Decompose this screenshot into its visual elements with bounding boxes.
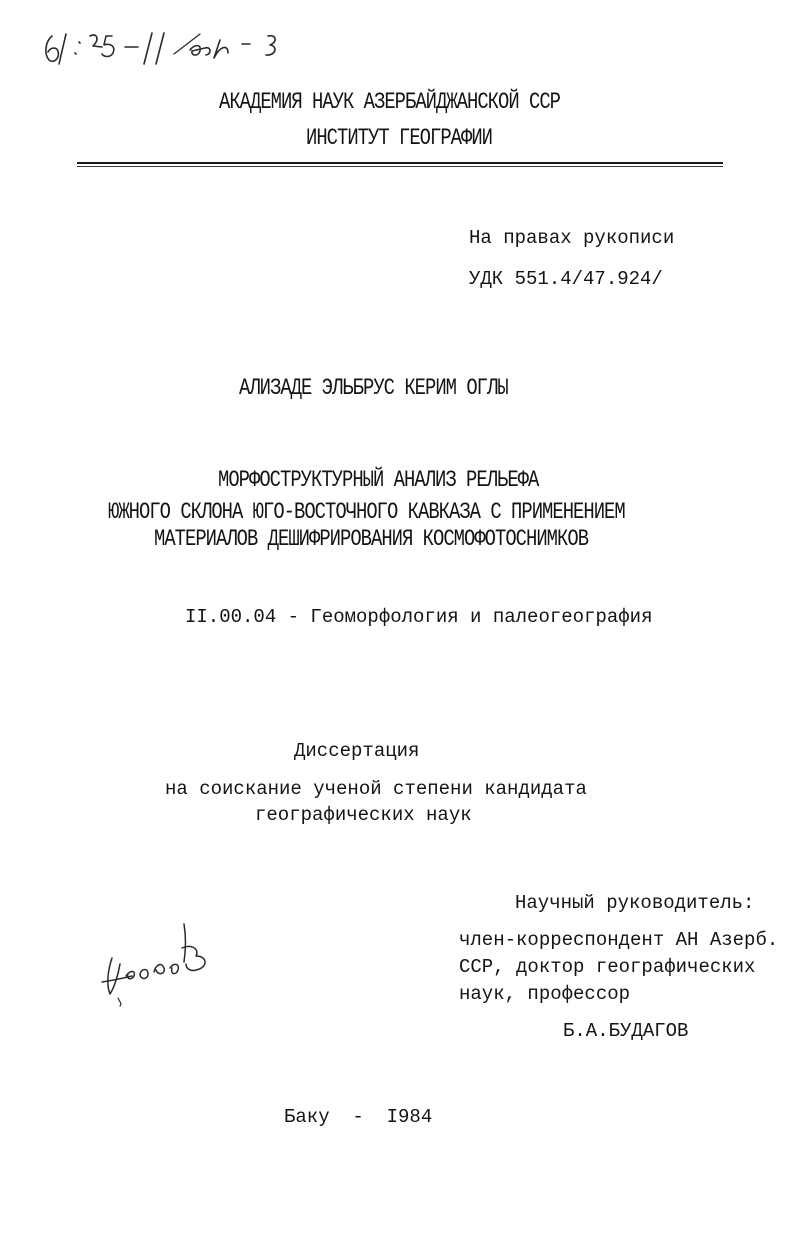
- archive-mark-text: 61:85-11/38-3: [40, 20, 48, 21]
- supervisor-label: Научный руководитель:: [515, 892, 755, 914]
- dissertation-degree-line: на соискание ученой степени кандидата: [165, 778, 587, 800]
- specialty-code: II.00.04 - Геоморфология и палеогеография: [185, 606, 653, 628]
- academy-name: АКАДЕМИЯ НАУК АЗЕРБАЙДЖАНСКОЙ ССР: [219, 89, 561, 115]
- manuscript-rights: На правах рукописи: [469, 227, 675, 249]
- supervisor-title-line-2: ССР, доктор географических: [459, 956, 756, 978]
- dissertation-label: Диссертация: [294, 740, 420, 762]
- supervisor-name: Б.А.БУДАГОВ: [563, 1020, 689, 1042]
- institute-name: ИНСТИТУТ ГЕОГРАФИИ: [306, 125, 493, 151]
- title-line-2: ЮЖНОГО СКЛОНА ЮГО-ВОСТОЧНОГО КАВКАЗА С ПРИМЕНЕНИЕМ: [108, 499, 625, 525]
- signature-text: Алиев: [96, 918, 100, 919]
- header-rule-thin: [77, 166, 723, 167]
- handwritten-archive-mark: [40, 20, 320, 70]
- supervisor-title-line-1: член-корреспондент АН Азерб.: [459, 929, 779, 951]
- title-line-3: МАТЕРИАЛОВ ДЕШИФРИРОВАНИЯ КОСМОФОТОСНИМКОВ: [154, 526, 589, 552]
- udc-code: УДК 551.4/47.924/: [469, 268, 663, 290]
- author-name: АЛИЗАДЕ ЭЛЬБРУС КЕРИМ ОГЛЫ: [239, 375, 508, 401]
- handwritten-signature: [96, 918, 226, 1008]
- place-and-year: Баку - I984: [284, 1106, 433, 1128]
- supervisor-title-line-3: наук, профессор: [459, 983, 631, 1005]
- header-rule: [77, 162, 723, 164]
- dissertation-field-line: географических наук: [255, 804, 472, 826]
- title-line-1: МОРФОСТРУКТУРНЫЙ АНАЛИЗ РЕЛЬЕФА: [218, 467, 539, 493]
